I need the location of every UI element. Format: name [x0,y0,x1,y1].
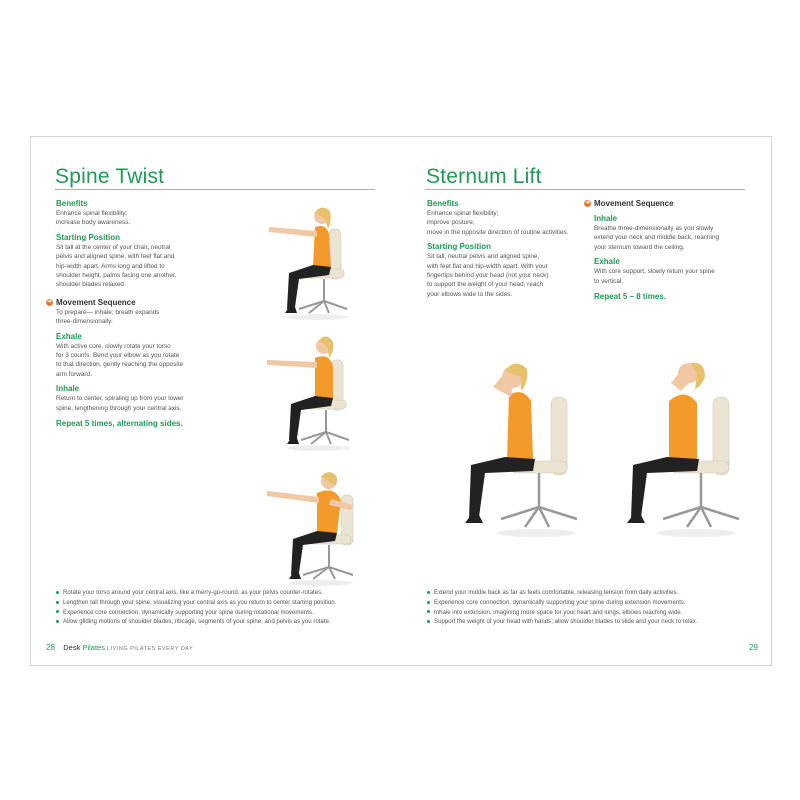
bullet-icon [427,591,430,594]
starting-line: hip-width apart. Arms long and lifted to [56,262,165,270]
starting-line: to support the weight of your head, reach [427,281,544,289]
list-item [56,608,336,618]
starting-line: pelvis and aligned spine, with feet flat and [56,253,175,261]
exhale-line: to vertical. [594,277,624,285]
exhale-heading: Exhale [56,331,82,341]
brand-desk: Desk [63,643,81,652]
tips-list [427,588,698,627]
list-item [427,598,698,608]
starting-line: your elbows wide to the sides. [427,290,513,298]
exhale-heading: Exhale [594,257,620,267]
list-item [56,588,336,598]
movement-sequence-heading [46,297,216,308]
bullet-icon [427,601,430,604]
tip-text: Experience core connection, dynamically supporting your spine during rotational movements. [63,608,314,616]
movement-sequence-label: Movement Sequence [56,297,136,307]
book-spread [30,136,772,666]
spine-twist-photo-rotated [231,455,371,585]
movement-line: three-dimensionally. [56,318,113,326]
starting-line: shoulder blades relaxed. [56,281,126,289]
bullet-icon [427,610,430,613]
exhale-line: With core support, slowly return your spine [594,268,715,276]
exhale-line: for 3 counts. Bend your elbow as you rotate [56,352,180,360]
inhale-line: Return to center, spiraling up from your lower [56,395,184,403]
benefits-line: move in the opposite direction of routine activities. [427,228,569,236]
benefits-heading: Benefits [56,199,88,208]
list-item [427,608,698,618]
list-item [56,617,336,627]
benefits-line: increase body awareness. [56,219,131,227]
exhale-line: With active core, slowly rotate your torso [56,342,171,350]
right-page [401,137,771,665]
tip-text: Experience core connection, dynamically supporting your spine during extension movements. [434,598,686,606]
inhale-line: your sternum toward the ceiling. [594,243,685,251]
starting-line: with feet flat and hip-width apart. With your [427,262,548,270]
tip-text: Lengthen tall through your spine, visualizing your central axis as you return to center starting position. [63,598,337,606]
arrow-bullet-icon: ➜ [46,298,53,305]
bullet-icon [56,591,59,594]
left-page [31,137,401,665]
repeat-instruction: Repeat 5 times, alternating sides. [56,419,183,429]
inhale-heading: Inhale [56,384,80,394]
tip-text: Extend your middle back as far as feels comfortable, releasing tension from daily activities. [434,589,679,596]
page-number: 29 [749,643,758,652]
benefits-line: improve posture; [427,219,475,227]
inhale-line: spine, lengthening through your central axis. [56,404,182,412]
instructions-column [46,199,216,429]
page-title-sternum-lift: Sternum Lift [426,165,542,188]
benefits-line: Enhance spinal flexibility; [56,210,128,217]
list-item [56,598,336,608]
title-rule [425,189,745,190]
spine-twist-photo-start [229,189,359,319]
tip-text: Allow gliding motions of shoulder blades, ribcage, segments of your spine, and pelvis as you rotate. [63,618,331,626]
instructions-column-2 [584,199,754,302]
page-footer [749,643,758,652]
exhale-line: to that direction, gently reaching the opposite [56,361,184,369]
movement-sequence-label: Movement Sequence [594,199,674,208]
starting-line: fingertips behind your head (not your neck) [427,272,549,280]
sternum-lift-photo-extended [601,347,751,537]
sternum-lift-photo-start [441,347,591,537]
spine-twist-photo-side [231,320,361,450]
bullet-icon [56,620,59,623]
tip-text: Inhale into extension, imagining more space for your heart and lungs, elbows reaching wide. [434,608,683,616]
list-item [427,617,698,627]
exhale-line: arm forward. [56,370,92,378]
benefits-line: Enhance spinal flexibility; [427,210,499,217]
page-title-spine-twist: Spine Twist [55,165,165,188]
starting-position-heading: Starting Position [427,242,491,252]
starting-line: Sit tall, neutral pelvis and aligned spine, [427,253,540,261]
starting-line: shoulder height, palms facing one another, [56,272,177,280]
inhale-heading: Inhale [594,214,618,223]
tip-text: Rotate your torso around your central axis, like a merry-go-round, as your pelvis counter-rotates. [63,589,323,596]
page-number: 28 [46,643,55,652]
instructions-column-1 [427,199,592,299]
tips-list [56,588,336,627]
benefits-heading: Benefits [427,199,459,208]
arrow-bullet-icon: ➜ [584,200,591,206]
starting-line: Sit tall at the center of your chair, neutral [56,243,171,251]
inhale-line: Breathe three-dimensionally as you slowly [594,225,714,232]
page-footer [46,643,193,652]
bullet-icon [56,610,59,613]
bullet-icon [56,601,59,604]
starting-position-heading: Starting Position [56,232,120,242]
list-item [427,588,698,598]
brand-tagline: LIVING PILATES EVERY DAY [107,646,194,652]
bullet-icon [427,620,430,623]
movement-line: To prepare— inhale; breath expands [56,308,160,316]
repeat-instruction: Repeat 5 – 8 times. [594,292,667,302]
inhale-line: extend your neck and middle back, reaching [594,234,720,242]
movement-sequence-heading [584,199,754,209]
tip-text: Support the weight of your head with hands; allow shoulder blades to slide and your neck to relax. [434,618,698,626]
brand-pilates: Pilates [82,643,105,652]
